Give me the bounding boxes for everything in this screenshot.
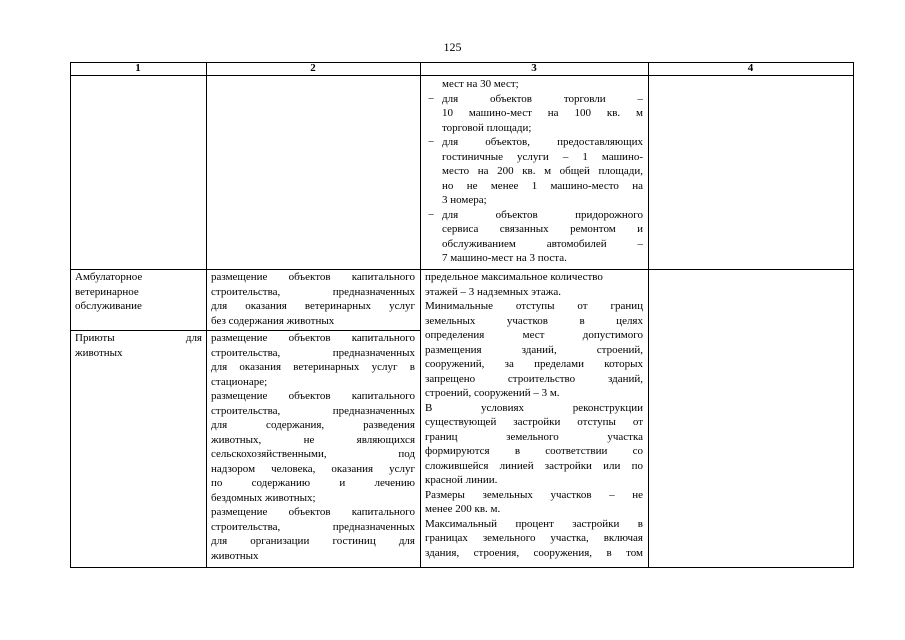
text-line-content: мест на 30 мест; xyxy=(442,78,519,90)
text-line: земельных участков в целях xyxy=(425,314,643,327)
use-name-line: животных xyxy=(75,346,123,359)
use-name-line xyxy=(75,331,202,346)
text-line: Максимальный процент застройки в xyxy=(425,517,643,530)
text-line xyxy=(425,251,643,266)
text-line: бездомных животных; xyxy=(211,491,316,504)
text-line: В условиях реконструкции xyxy=(425,401,643,414)
text-line-content: но не менее 1 машино-место на xyxy=(442,179,643,192)
list-bullet: − xyxy=(428,208,435,221)
text-line-content: торговой площади; xyxy=(442,121,532,134)
text-line-content: место на 200 кв. м общей площади, xyxy=(442,165,643,177)
use-description-animal-shelter xyxy=(211,331,415,563)
text-line: животных, не являющихся xyxy=(211,433,415,446)
text-line: размещение объектов капитального xyxy=(211,390,415,402)
text-line: размещение объектов капитального xyxy=(211,506,415,518)
use-name-word: Приюты xyxy=(75,332,115,344)
text-line: строительства, предназначенных xyxy=(211,346,415,359)
text-line xyxy=(425,121,643,136)
text-line: по содержанию и лечению xyxy=(211,477,415,489)
text-line: размещение объектов капитального xyxy=(211,332,415,344)
text-line-content: для объектов, предоставляющих xyxy=(442,136,643,148)
use-name-vet-clinic xyxy=(75,270,202,314)
table-border xyxy=(70,75,854,76)
text-line: формируются в соответствии со xyxy=(425,445,643,457)
text-line: определения мест допустимого xyxy=(425,329,643,341)
text-line: для оказания ветеринарных услуг xyxy=(211,300,415,312)
text-line: размещение объектов капитального xyxy=(211,271,415,283)
text-line xyxy=(425,179,643,194)
text-line: сельскохозяйственными, под xyxy=(211,448,415,460)
column-header: 3 xyxy=(531,62,537,74)
text-line: границ земельного участка xyxy=(425,430,643,443)
text-line xyxy=(425,106,643,121)
use-name-line: обслуживание xyxy=(75,300,142,312)
text-line xyxy=(425,135,643,150)
table-border xyxy=(206,62,207,568)
list-bullet: − xyxy=(428,92,435,105)
page-number: 125 xyxy=(443,40,462,54)
text-line: животных xyxy=(211,549,259,562)
table-border xyxy=(648,62,649,568)
text-line xyxy=(425,77,643,92)
table-border xyxy=(70,62,71,568)
text-line: границах земельного участка, включая xyxy=(425,532,643,544)
text-line: красной линии. xyxy=(425,474,498,486)
text-line: сложившейся линией застройки или по xyxy=(425,459,643,472)
text-line xyxy=(425,92,643,107)
text-line: для организации гостиниц для xyxy=(211,535,415,547)
text-line-content: 7 машино-мест на 3 поста. xyxy=(442,252,567,264)
text-line: для содержания, разведения xyxy=(211,419,415,431)
use-name-word: для xyxy=(185,332,202,344)
text-line xyxy=(425,150,643,165)
use-name-line: ветеринарное xyxy=(75,285,139,298)
list-bullet: − xyxy=(428,136,435,148)
text-line xyxy=(425,208,643,223)
text-line: Минимальные отступы от границ xyxy=(425,300,643,312)
text-line: размещения зданий, строений, xyxy=(425,343,643,356)
column-header: 1 xyxy=(135,62,141,74)
text-line: запрещено строительство зданий, xyxy=(425,372,643,385)
text-line: надзором человека, оказания услуг xyxy=(211,462,415,475)
column-header: 2 xyxy=(310,62,316,74)
text-line xyxy=(425,164,643,179)
text-line: здания, строения, сооружения, в том xyxy=(425,546,643,559)
text-line xyxy=(425,193,643,208)
table-border xyxy=(420,62,421,568)
text-line-content: 10 машино-мест на 100 кв. м xyxy=(442,107,643,119)
text-line: для оказания ветеринарных услуг в xyxy=(211,361,415,373)
text-line: Размеры земельных участков – не xyxy=(425,488,643,501)
text-line-content: сервиса связанных ремонтом и xyxy=(442,223,643,235)
text-line: без содержания животных xyxy=(211,314,335,327)
text-line: строительства, предназначенных xyxy=(211,404,415,417)
text-line: стационаре; xyxy=(211,375,268,388)
text-line: существующей застройки отступы от xyxy=(425,416,643,428)
text-line: менее 200 кв. м. xyxy=(425,503,501,515)
use-description-vet-clinic xyxy=(211,270,415,328)
parking-requirements-cell xyxy=(425,77,643,266)
table-border xyxy=(70,567,854,568)
use-name-line: Амбулаторное xyxy=(75,271,143,283)
text-line-content: для объектов торговли – xyxy=(442,92,643,105)
text-line-content: гостиничные услуги – 1 машино- xyxy=(442,150,643,163)
text-line: строений, сооружений – 3 м. xyxy=(425,387,560,399)
text-line xyxy=(425,222,643,237)
column-header: 4 xyxy=(747,62,754,74)
use-name-animal-shelter xyxy=(75,331,202,360)
text-line: строительства, предназначенных xyxy=(211,285,415,298)
text-line xyxy=(425,237,643,252)
text-line: сооружений, за пределами которых xyxy=(425,358,643,370)
text-line: предельное максимальное количество xyxy=(425,271,603,283)
text-line-content: 3 номера; xyxy=(442,194,487,206)
text-line-content: обслуживанием автомобилей – xyxy=(442,237,643,250)
text-line-content: для объектов придорожного xyxy=(442,208,643,221)
building-parameters-cell xyxy=(425,270,643,560)
table-border xyxy=(853,62,854,568)
text-line: строительства, предназначенных xyxy=(211,520,415,533)
text-line: этажей – 3 надземных этажа. xyxy=(425,285,562,298)
